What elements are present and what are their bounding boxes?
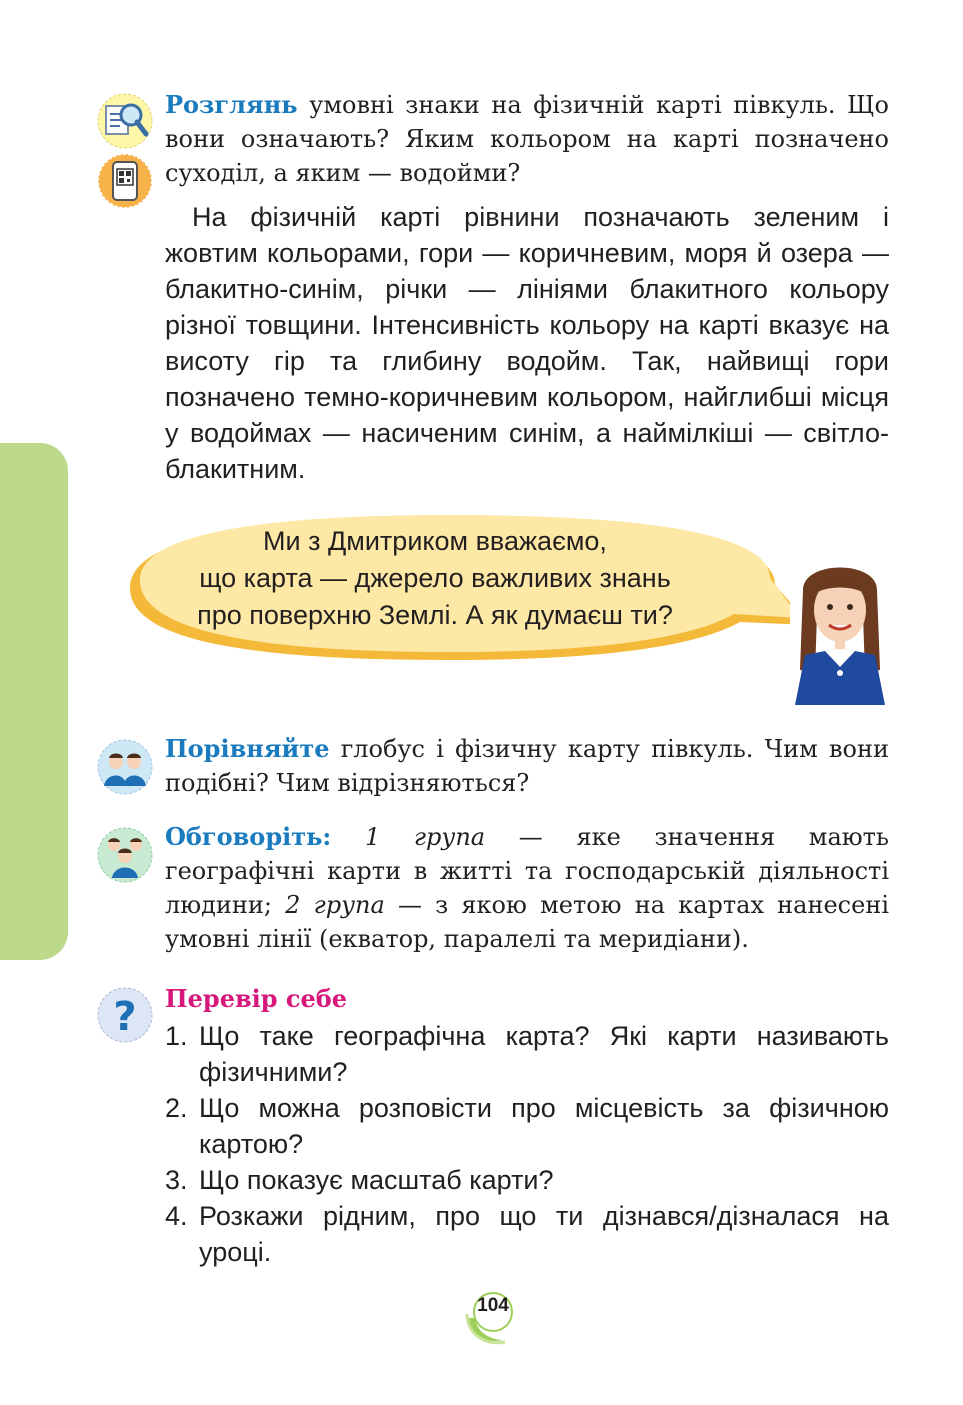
group-2-text: — з якою метою на картах нанесені умовні лінії (екватор, паралелі та меридіани). (165, 891, 889, 953)
magnifier-book-icon (96, 92, 154, 150)
girl-character-illustration (785, 555, 895, 705)
intro-text: умовні знаки на фізичній карті півкуль. Що вони означають? Яким кольором на карті позначено суходіл, а яким — водойми? (165, 91, 889, 187)
check-yourself-title: Перевір себе (165, 984, 348, 1013)
pair-work-icon (96, 738, 154, 796)
group-1-label: 1 група (364, 823, 486, 851)
check-item-3: 3. Що показує масштаб карти? (165, 1165, 554, 1195)
qr-phone-icon (96, 152, 154, 210)
check-item-1: 1. Що таке географічна карта? Які карти називають фізичними? (165, 1021, 889, 1087)
lead-word-look: Розглянь (165, 90, 298, 119)
check-item-2: 2. Що можна розповісти про місцевість за фізичною картою? (165, 1093, 889, 1159)
page-number: 104 (463, 1290, 523, 1346)
check-item-4: 4. Розкажи рідним, про що ти дізнався/дізналася на уроці. (165, 1201, 889, 1267)
group-work-icon (96, 826, 154, 884)
discuss-paragraph (165, 820, 889, 956)
check-yourself-list (165, 1018, 889, 1270)
question-icon (96, 986, 154, 1044)
svg-text:?: ? (113, 994, 137, 1040)
bubble-line-3: про поверхню Землі. А як думаєш ти? (197, 600, 673, 630)
compare-paragraph (165, 732, 889, 800)
intro-paragraph (165, 88, 889, 190)
group-1-text: — яке значення мають географічні карти в житті та господарській діяльності людини; (165, 823, 889, 919)
lead-word-compare: Порівняйте (165, 734, 330, 763)
group-2-label: 2 група (285, 891, 385, 919)
compare-text: глобус і фізичну карту півкуль. Чим вони подібні? Чим відрізняються? (165, 735, 889, 797)
bubble-line-1: Ми з Дмитриком вважаємо, (263, 526, 607, 556)
body-paragraph: На фізичній карті рівнини позначають зеленим і жовтим кольорами, гори — коричневим, моря й озера — блакитно-синім, річки — лініями блакитного кольору різної товщини. Інтенсивність кольору на карті вказує на висоту гір та глибину водойм. Так, найвищі гори позначено темно-коричневим кольором, найглибші місця у водоймах — насиченим синім, а наймілкіші — світло-блакитним. (165, 202, 889, 484)
lead-word-discuss: Обговоріть: (165, 822, 332, 851)
chapter-side-tab (0, 443, 68, 960)
bubble-line-2: що карта — джерело важливих знань (199, 563, 671, 593)
speech-bubble-text (140, 523, 730, 634)
